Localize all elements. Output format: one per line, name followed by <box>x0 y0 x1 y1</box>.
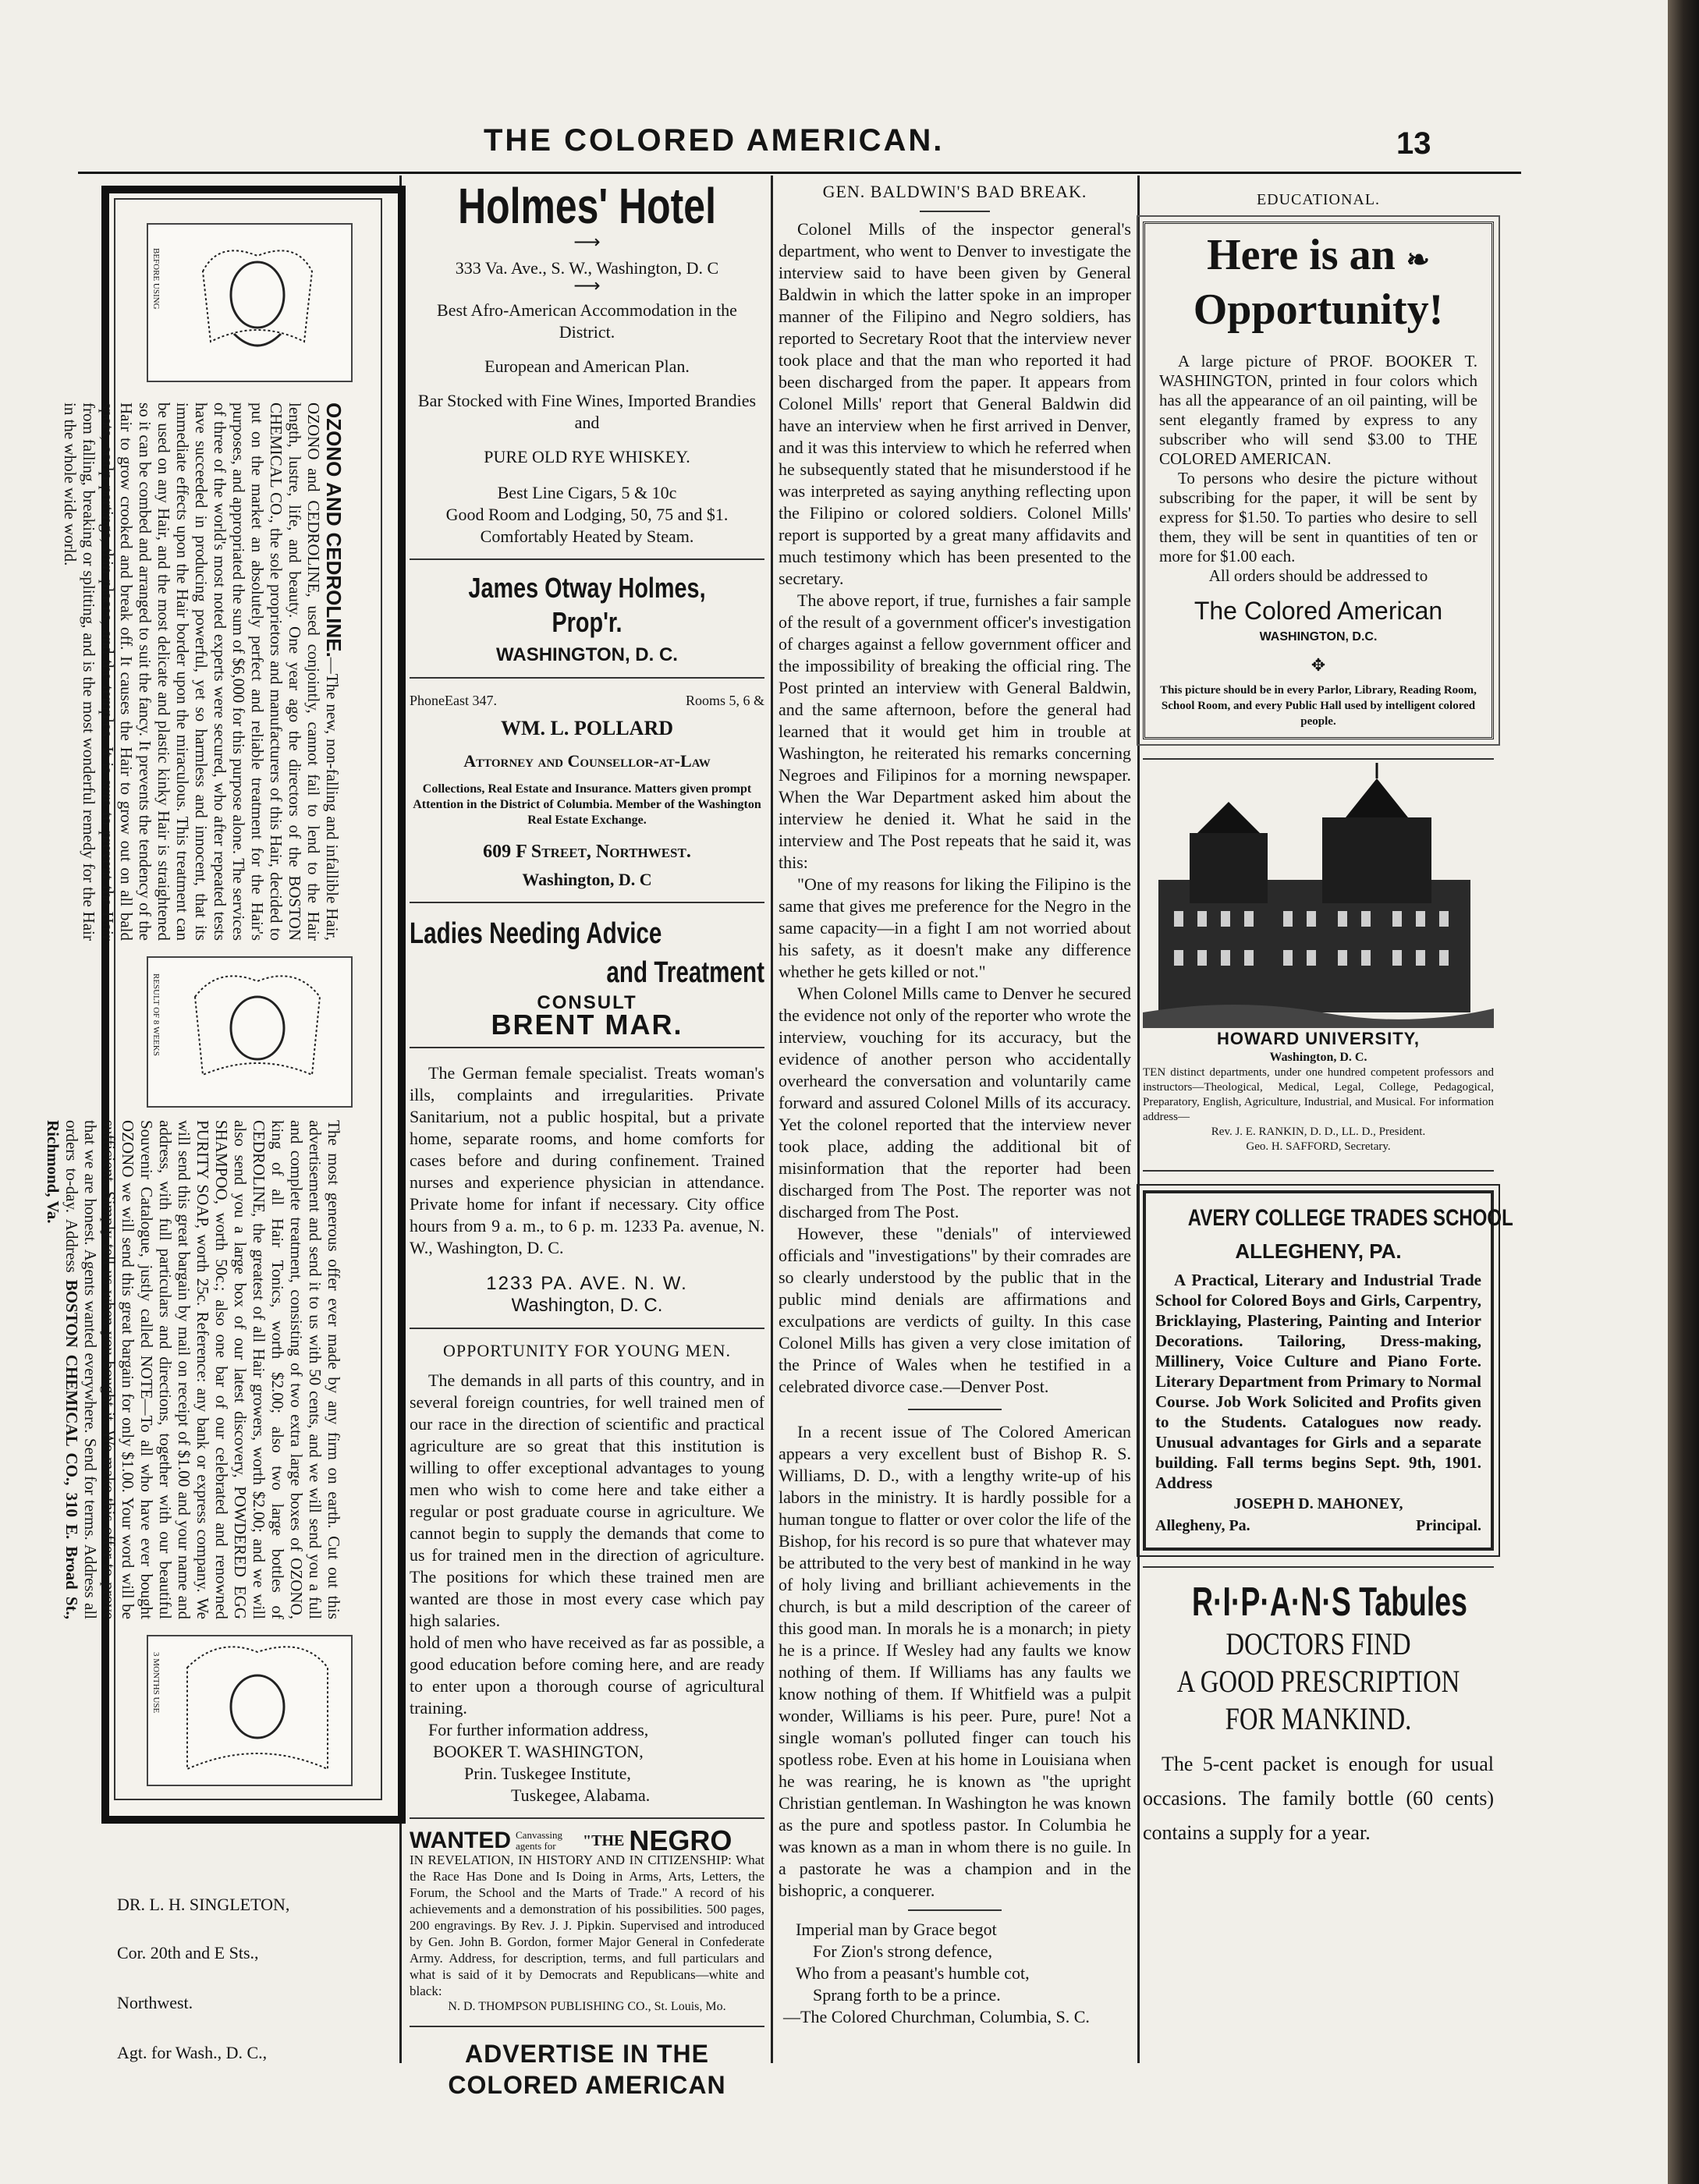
article-paragraph: Colonel Mills of the inspector general's department, who went to Denver to investigate the interview said to have been given by General Baldwin in which the latter spoke in an improper manner of the Filipino and Negro soldiers, has reported to Secretary Root that the interview never took place and that the man who reported it had been discharged from the paper. It appears from Colonel Mills' report that General Baldwin did have an interview when he first arrived in Denver, and it was this interview to which he referred when he subsequently stated that he misunderstood if he was interpreted as saying anything reflecting upon the Filipino or colored soldiers. Colonel Mills' report is supported by a great many affidavits and much testimony which has been presented to the secretary. <box>779 219 1131 588</box>
avery-role: Principal. <box>1416 1517 1481 1534</box>
column-4 <box>1143 181 1513 1850</box>
article-paragraph: However, these "denials" of interviewed officials and "investigations" by their comrades are so clearly understood by the public that in the public mind denials are affirmations and exculpations are verdicts of guilty. In this case Colonel Mills has given a very close imitation of the Prince of Wales when he testified in a celebrated divorce case.—Denver Post. <box>779 1224 1131 1396</box>
ornament-icon: ✥ <box>1311 655 1326 675</box>
portrait-before <box>147 223 353 382</box>
ozono-body: —The new, non-falling and infallible Hair, OZONO and CEDROLINE, used conjointly, cannot fail to lend to the Hair length, lustre, life, and beauty. One year ago the directors of the BOSTON CHEMICAL CO., the sole proprietors and manufacturers of this Hair, decided to put on the market an absolutely perfect and reliable treatment for the Hair's purposes, and appropriated the sum of $6,000 for this purpose alone. The services of three of the world's most noted experts were secured, who after repeated tests have succeeded in producing powerful, yet so harmless and innocent, that its immediate effects upon the Hair border upon the miraculous. This treatment can be used on any Hair, and the most delicate and plastic kinky Hair is straightened so it can be combed and arranged to suit the fancy. It prevents the tendency of the Hair to grow crooked and break off. It causes the Hair to grow out on all bald spots, scalp partings, thin places, and the temples. It is sure to prevent the Hair from falling, breaking or splitting, and is the most wonderful remedy for the Hair in the whole wide world. <box>61 402 342 941</box>
hotel-line: Best Afro-American Accommodation in the District. <box>437 300 737 342</box>
singleton-address: Cor. 20th and E Sts., <box>117 1943 259 1962</box>
divider <box>410 1047 764 1048</box>
ozono-offer: The most generous offer ever made by any firm on earth. Cut out this advertisement and send it to us with 50 cents, and we will send you a full and complete treatment, consisting of two extra large boxes of OZONO, king of all Hair Tonics, worth $2.00; also two large bottles of CEDROLINE, the greatest of all Hair growers, worth $2.00; and we will also send you a large box of our latest discovery, POWDERED EGG SHAMPOO, worth 50c.; also one bar of our celebrated and renowned PURITY SOAP, worth 25c. Reference: any bank or express company. We will send this great bargain by mail on receipt of $1.00 and your name and address, with full particulars and directions, together with our beautiful Souvenir Catalogue, justly called NOTE—To all who have ever bought OZONO we will send this great bargain for only $1.00. Your word will be sufficient. Simply tell us when you bought it. We make this offer to prove that we are honest. Agents wanted everywhere. Send for terms. Address all orders to-day. Address <box>62 1120 343 1619</box>
paper-city: WASHINGTON, D.C. <box>1259 630 1378 644</box>
ladies-body: The German female specialist. Treats woman's ills, complaints and irregularities. Private Sanitarium, not a public hospital, but a private home, separate rooms, and home comforts for cases before and during confinement. Trained nurses and experience physician in attendance. Private home for infant if necessary. City office hours from 9 a. m., to 6 p. m. 1233 Pa. avenue, N. W., Washington, D. C. <box>410 1063 764 1257</box>
wanted-small: Canvassing agents for <box>516 1829 562 1852</box>
column-rule <box>1137 176 1140 2063</box>
wanted-body: IN REVELATION, IN HISTORY AND IN CITIZENSHIP: What the Race Has Done and Is Doing in Arms, Arts, Letters, the Forum, the School and the Marts of Trade." A record of his achievements and a demonstration of his possibilities. 500 pages, 200 engravings. By Rev. J. J. Pipkin. Supervised and introduced by Gen. John B. Gordon, former Major General in Confederate Army. Address, for description, terms, and full particulars and what is said of it by Democrats and Republicans—white and black: <box>410 1852 764 1998</box>
poem-source: —The Colored Churchman, Columbia, S. C. <box>783 2007 1090 2026</box>
washington-picture-advertisement <box>1143 222 1494 739</box>
proprietor: James Otway Holmes, Prop'r. <box>468 572 706 638</box>
ladies-city: Washington, D. C. <box>511 1295 663 1316</box>
opportunity-p2: hold of men who have received as far as possible, a good education before coming here, and are ready to enter upon a thorough course of agricultural training. <box>410 1633 764 1718</box>
opportunity-sign-3: Tuskegee, Alabama. <box>511 1785 651 1805</box>
divider <box>410 677 764 679</box>
ripans-line-2: A GOOD PRESCRIPTION <box>1176 1664 1460 1699</box>
university-building-icon <box>1143 771 1494 1028</box>
ripans-title: R·I·P·A·N·S Tabules <box>1192 1580 1467 1625</box>
portrait-8-weeks <box>147 956 353 1108</box>
divider <box>410 902 764 903</box>
woman-portrait-icon <box>148 225 348 378</box>
hotel-name: Holmes' Hotel <box>458 178 716 234</box>
advertise-line-1: ADVERTISE IN THE <box>465 2040 709 2068</box>
avery-title: AVERY COLLEGE TRADES SCHOOL <box>1187 1205 1513 1231</box>
educational-heading: EDUCATIONAL. <box>1256 191 1381 208</box>
portrait-caption: 3 MONTHS USE <box>151 1652 161 1714</box>
arrow-icon: ⟶ <box>573 276 601 296</box>
divider <box>410 558 764 560</box>
ozono-title: OZONO AND CEDROLINE. <box>322 402 346 658</box>
ladies-heading-1: Ladies Needing Advice <box>410 917 662 950</box>
ladies-heading-2: and Treatment <box>606 956 764 989</box>
title-rule <box>920 211 990 212</box>
column-2 <box>410 178 764 2101</box>
howard-president: Rev. J. E. RANKIN, D. D., LL. D., President. <box>1211 1126 1426 1138</box>
column-3 <box>779 181 1131 2028</box>
wanted-negro: NEGRO <box>629 1824 732 1856</box>
opportunity-title-2: Opportunity! <box>1193 285 1444 334</box>
divider <box>1143 1170 1494 1172</box>
ripans-line-1: DOCTORS FIND <box>1225 1626 1411 1661</box>
consult-label: CONSULT <box>537 992 637 1013</box>
divider <box>410 1328 764 1329</box>
woman-portrait-icon <box>148 958 348 1103</box>
page-binding <box>1668 0 1699 2184</box>
page-number: 13 <box>1396 126 1431 161</box>
pollard-title: Attorney and Counsellor-at-Law <box>463 751 711 771</box>
hotel-line: PURE OLD RYE WHISKEY. <box>484 447 690 466</box>
arrow-icon: ⟶ <box>573 232 601 253</box>
hotel-line: Comfortably Heated by Steam. <box>480 526 694 546</box>
leaf-ornament-icon: ❧ <box>1406 244 1430 275</box>
avery-college-advertisement <box>1143 1190 1513 1551</box>
picture-note: This picture should be in every Parlor, Library, Reading Room, School Room, and every Public Hall used by intelligent colored people. <box>1160 684 1477 728</box>
poem-line: Imperial man by Grace begot <box>796 1920 997 1939</box>
ripans-line-3: FOR MANKIND. <box>1225 1701 1412 1736</box>
avery-place: ALLEGHENY, PA. <box>1235 1239 1402 1263</box>
hotel-address: 333 Va. Ave., S. W., Washington, D. C <box>455 258 719 278</box>
pollard-name: WM. L. POLLARD <box>501 717 673 739</box>
masthead: THE COLORED AMERICAN. <box>484 123 945 158</box>
opportunity-sign-1: BOOKER T. WASHINGTON, <box>433 1742 644 1761</box>
column-rule <box>771 176 773 2063</box>
wanted-advertisement <box>410 1824 764 2015</box>
opportunity-p1: The demands in all parts of this country, and in several foreign countries, for well trained men of our race in the direction of scientific and practical agriculture are so great that this institution is willing to offer exceptional advantages to young men who wish to come here and take either a regular or post graduate course in agriculture. We cannot begin to supply the demands that come to us for trained men in the direction of agriculture. The positions for which these trained men are wanted are those in most every case which pay high salaries. <box>410 1370 764 1630</box>
ozono-advertisement <box>44 186 406 1824</box>
portrait-3-months <box>147 1635 353 1786</box>
opportunity-title-1: Here is an ❧ <box>1207 231 1430 279</box>
pollard-address: 609 F Street, Northwest. <box>483 842 691 862</box>
opportunity-p2: To persons who desire the picture without subscribing for the paper, it will be sent by express for $1.50. To parties who desire to sell them, they will be sent in quantities of ten or more for $1.00 each. <box>1159 469 1477 566</box>
poem-line: For Zion's strong defence, <box>813 1941 993 1961</box>
ozono-offer-text <box>44 1120 343 1620</box>
proprietor-city: WASHINGTON, D. C. <box>496 644 678 665</box>
ozono-firm: BOSTON CHEMICAL CO., 310 E. Broad St., Richmond, Va. <box>44 1120 81 1620</box>
howard-body: TEN distinct departments, under one hundred competent professors and instructors—Theological, Medical, Legal, College, Pedagogical, Preparatory, English, Agriculture, Industrial, and Musical. For information address— <box>1143 1066 1494 1123</box>
avery-city: Allegheny, Pa. <box>1155 1517 1250 1534</box>
portrait-caption: BEFORE USING <box>151 248 161 310</box>
ozono-main-text <box>61 402 346 941</box>
hotel-line: Bar Stocked with Fine Wines, Imported Brandies and <box>417 391 757 432</box>
section-rule <box>908 1409 1002 1410</box>
pollard-note: Collections, Real Estate and Insurance. Matters given prompt Attention in the District of Columbia. Member of the Washington Real Estate Exchange. <box>413 782 761 827</box>
paper-name: The Colored American <box>1194 597 1443 625</box>
opportunity-p1: A large picture of PROF. BOOKER T. WASHINGTON, printed in four colors which has all the appearance of an oil painting, will be sent elegantly framed by express to any subscriber who will send $3.00 to THE COLORED AMERICAN. <box>1159 352 1477 468</box>
advertise-line-2: COLORED AMERICAN <box>448 2071 726 2099</box>
wanted-the: "THE <box>583 1832 625 1849</box>
avery-body: A Practical, Literary and Industrial Trade School for Colored Boys and Girls, Carpentry, Bricklaying, Plastering, Painting and Interior Decorations. Tailoring, Dress-making, Millinery, Voice Culture and Piano Forte. Literary Department from Primary to Normal Course. Job Work Solicited and Profits given to the Students. Catalogues now ready. Unusual advantages for Girls and a separate building. Fall terms begins Sept. 9th, 1901. Address <box>1155 1271 1481 1492</box>
hotel-line: Good Room and Lodging, 50, 75 and $1. <box>445 505 729 524</box>
opportunity-sign-2: Prin. Tuskegee Institute, <box>464 1764 631 1783</box>
pollard-phone: PhoneEast 347. <box>410 693 497 708</box>
article-paragraph: The above report, if true, furnishes a fair sample of the result of a government officer's investigation of charges against a fellow government officer and the impossibility of breaking the official ring. The Post printed an interview with General Baldwin, and the same afternoon, before the general had learned that it would get him in trouble at Washington, he reiterated his remarks concerning Negroes and Filipinos for a morning newspaper. When the War Department asked him about the interview he denied it. What he said in the interview and The Post repeats that he said it, was this: <box>779 590 1131 872</box>
column-1 <box>44 181 398 2092</box>
bishop-paragraph: In a recent issue of The Colored American appears a very excellent bust of Bishop R. S. Williams, D. D., with a lengthy write-up of his labors in the ministry. It is hardly possible for a human tongue to flatter or over color the life of the Bishop, for his record is so pure that whatever may be attributed to the very best of mankind in he way of holy living and brilliant achievements in the church, is but a mild description of the career of this good man. In morals he is a monarch; in piety he is a prince. If Wesley had any faults we know nothing of them. If Williams has any faults we know nothing of them. If Whitfield was a pulpit wonder, Williams is his peer. Pure, pure! Not a single woman's polluted finger can touch his spotless robe. Even at his home in Louisiana when he was rearing, he is known as "the upright Christian gentleman. In Washington he was known as the pure and spotless pastor. In Columbia he was known as a man in whom there is no guile. In a pastorate he was a champion and in the bishopric, a conquerer. <box>779 1422 1131 1900</box>
article-paragraph: "One of my reasons for liking the Filipino is the same that gives me preference for the Negro in the same capacity—in a fight I am not worried about his safety, as it doesn't make any difference whether he gets killed or not." <box>779 874 1131 981</box>
brent-mar: BRENT MAR. <box>491 1009 683 1041</box>
singleton-agent: Agt. for Wash., D. C., <box>117 2043 268 2062</box>
pollard-rooms: Rooms 5, 6 & <box>685 693 764 708</box>
avery-signature-row <box>1155 1515 1481 1537</box>
opportunity-p3: For further information address, <box>428 1720 649 1739</box>
portrait-caption: RESULT OF 8 WEEKS <box>151 973 161 1056</box>
hotel-line: European and American Plan. <box>484 356 690 376</box>
divider <box>410 1817 764 1819</box>
ripans-body: The 5-cent packet is enough for usual occasions. The family bottle (60 cents) contains a supply for a year. <box>1143 1753 1494 1844</box>
article-paragraph: When Colonel Mills came to Denver he secured the evidence not only of the reporter who wrote the interview, vouching for its accuracy, but the evidence of another person who accidentally overheard the conversation and voluntarily came forward and assured Colonel Mills of its accuracy. Yet the colonel reported that the interview never took place, adding the additional bit of misinformation that the reporter had been discharged from The Post. The reporter was not discharged from The Post. <box>779 984 1131 1221</box>
singleton-area: Northwest. <box>117 1993 193 2012</box>
pollard-city: Washington, D. C <box>522 870 652 889</box>
poem-line: Who from a peasant's humble cot, <box>796 1963 1030 1983</box>
avery-principal-name: JOSEPH D. MAHONEY, <box>1233 1495 1403 1512</box>
howard-city: Washington, D. C. <box>1269 1051 1367 1064</box>
opportunity-title: OPPORTUNITY FOR YOUNG MEN. <box>443 1341 731 1360</box>
page-header <box>78 117 1521 174</box>
article-title: GEN. BALDWIN'S BAD BREAK. <box>822 182 1087 201</box>
divider <box>1143 1566 1494 1568</box>
singleton-name: DR. L. H. SINGLETON, <box>117 1895 290 1914</box>
woman-portrait-icon <box>148 1636 348 1782</box>
ladies-address: 1233 PA. AVE. N. W. <box>486 1273 688 1294</box>
poem-line: Sprang forth to be a prince. <box>813 1985 1001 2005</box>
opportunity-p3: All orders should be addressed to <box>1208 566 1428 585</box>
hotel-line: Best Line Cigars, 5 & 10c <box>497 483 677 502</box>
divider <box>410 2026 764 2027</box>
wanted-publisher: N. D. THOMPSON PUBLISHING CO., St. Louis, Mo. <box>448 2000 726 2013</box>
howard-name: HOWARD UNIVERSITY, <box>1216 1029 1421 1048</box>
howard-university-building-image <box>1143 771 1494 1028</box>
wanted-word: WANTED <box>410 1828 511 1853</box>
howard-secretary: Geo. H. SAFFORD, Secretary. <box>1246 1140 1391 1153</box>
section-rule <box>908 1909 1002 1911</box>
divider <box>1143 758 1494 760</box>
pollard-contact-row <box>410 690 764 711</box>
wanted-header <box>410 1824 764 1856</box>
ozono-inner-frame <box>44 198 382 1800</box>
